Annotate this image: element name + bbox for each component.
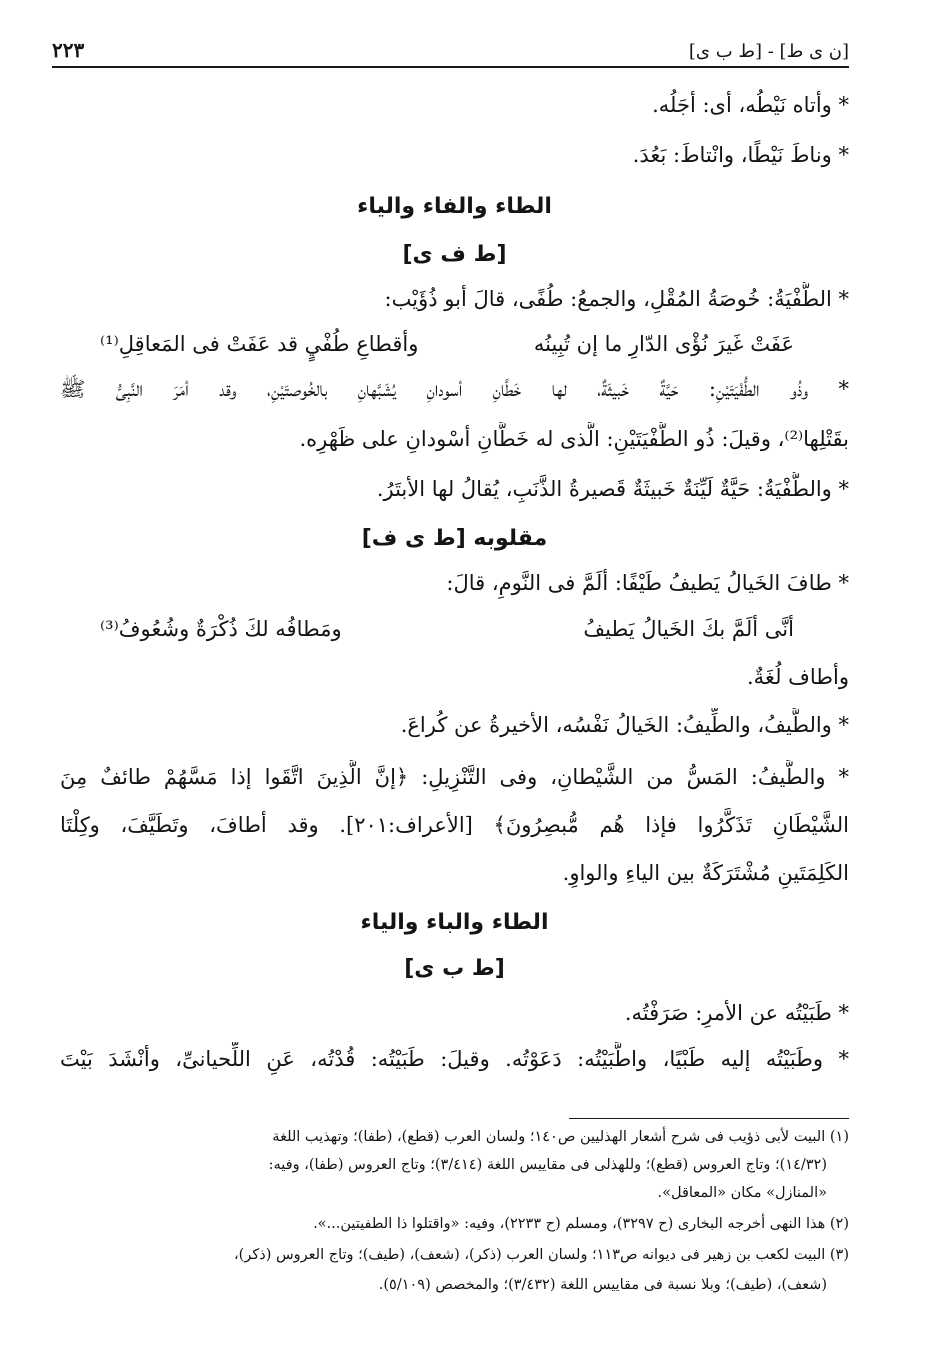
root-heading: [ط ب ى]: [404, 956, 505, 981]
footnote-line: «المنازل» مكان «المعاقل».: [657, 1185, 827, 1201]
entry-line: * والطَّيفُ، والطِّيفُ: الخَيالُ نَفْسُه، الأخيرةُ عن كُراعَ.: [400, 713, 849, 737]
entry-line: * وطَبَيْتُه إليه طَبْيًا، واطَّبَيْتُه: دَعَوْتُه. وقيلَ: طَبَيْتُه: قُدْتُه، عَنِ اللِّحيانىِّ، وأنْشَدَ بَيْتَ: [60, 1047, 849, 1071]
entry-line: * وذُو الطُّفْيَتَيْنِ: حَيَّةٌ خَبيثَةٌ، لها خَطَّانِ أسودانِ يُشَبَّهانِ بالخُوصتَيْنِ، وقد أمَرَ النَّبِىُّ ﷺ: [60, 377, 849, 401]
entry-line: * طَبَيْتُه عن الأمرِ: صَرَفْتُه.: [624, 1001, 849, 1025]
verse-hemistich: أنَّى ألَمَّ بكَ الخَيالُ يَطيفُ: [583, 617, 794, 641]
running-title: [ن ى ط] - [ط ب ى]: [688, 41, 849, 62]
entry-line: بقَتْلِها⁽²⁾، وقيلَ: ذُو الطُّفْيَتَيْنِ: الَّذى له خَطَّانِ أسْودانِ على ظَهْرِه.: [299, 427, 849, 451]
page-number: ٢٢٣: [52, 38, 85, 62]
entry-line: * وناطَ نَيْطًا، وانْتاطَ: بَعُدَ.: [632, 143, 849, 167]
verse-hemistich: عَفَتْ غَيرَ نُؤْى الدّارِ ما إن تُبِينُه: [533, 332, 794, 356]
footnote-line: (٣) البيت لكعب بن زهير فى ديوانه ص١١٣؛ ولسان العرب (ذكر)، (شعف)، (طيف)؛ وتاج العروس (ذكر)،: [234, 1247, 849, 1263]
entry-line: * طافَ الخَيالُ يَطيفُ طَيْفًا: ألَمَّ فى النَّومِ، قالَ:: [446, 571, 849, 595]
footnote-line: (١٤/٣٢)؛ وتاج العروس (قطع)؛ وللهذلى فى مقاييس اللغة (٣/٤١٤)؛ وتاج العروس (طفا)، وفيه:: [268, 1157, 827, 1173]
entry-line: الشَّيْطَانِ تَذَكَّرُوا فإذا هُم مُّبصِرُونَ﴾ [الأعراف:٢٠١]. وقد أطافَ، وتَطَيَّفَ، وكِلْتَا: [60, 813, 849, 837]
entry-line: * وأتاه نَيْطُه، أى: أجَلُه.: [652, 93, 849, 117]
root-heading: [ط ف ى]: [402, 242, 507, 267]
verse-hemistich: وأقطاعِ طُفْيٍ قد عَفَتْ فى المَعاقِلِ⁽¹⁾: [100, 332, 419, 356]
entry-line: وأطاف لُغَةٌ.: [747, 665, 849, 689]
footnote-line: (١) البيت لأبى ذؤيب فى شرح أشعار الهذليين ص١٤٠؛ ولسان العرب (قطع)، (طفا)؛ وتهذيب اللغة: [272, 1129, 849, 1145]
footnote-line: (٢) هذا النهى أخرجه البخارى (ح ٣٢٩٧)، ومسلم (ح ٢٢٣٣)، وفيه: «واقتلوا ذا الطفيتين...».: [313, 1216, 849, 1232]
entry-line: * والطَّيفُ: المَسُّ من الشَّيْطانِ، وفى التَّنْزِيلِ: ﴿إنَّ الَّذِينَ اتَّقَوا إذا مَسَّهُمْ طائفٌ مِنَ: [60, 765, 849, 789]
section-heading: مقلوبه [ط ى ف]: [361, 526, 548, 551]
verse-hemistich: ومَطافُه لكَ ذُكْرَةٌ وشُعُوفُ⁽³⁾: [100, 617, 342, 641]
section-heading: الطاء والباء والياء: [360, 910, 549, 935]
poem-verse: [60, 612, 829, 646]
footnote-line: (شعف)، (طيف)؛ وبلا نسبة فى مقاييس اللغة (٣/٤٣٢)؛ والمخصص (٥/١٠٩).: [378, 1277, 827, 1293]
entry-line: * والطُّفْيَةُ: حَيَّةٌ لَيِّنَةٌ خَبيثَةٌ قَصيرةُ الذَّنَبِ، يُقالُ لها الأبتَرُ.: [376, 477, 849, 501]
page-header: [52, 28, 849, 68]
poem-verse: [60, 327, 829, 361]
footnote-separator: [569, 1118, 849, 1119]
section-heading: الطاء والفاء والياء: [357, 194, 552, 219]
entry-line: الكَلِمَتَينِ مُشْتَرَكَةٌ بين الياءِ والواوِ.: [562, 861, 849, 885]
entry-line: * الطُّفْيَةُ: خُوصَةُ المُقْلِ، والجمعُ: طُفًى، قالَ أبو ذُؤَيْب:: [384, 287, 849, 311]
